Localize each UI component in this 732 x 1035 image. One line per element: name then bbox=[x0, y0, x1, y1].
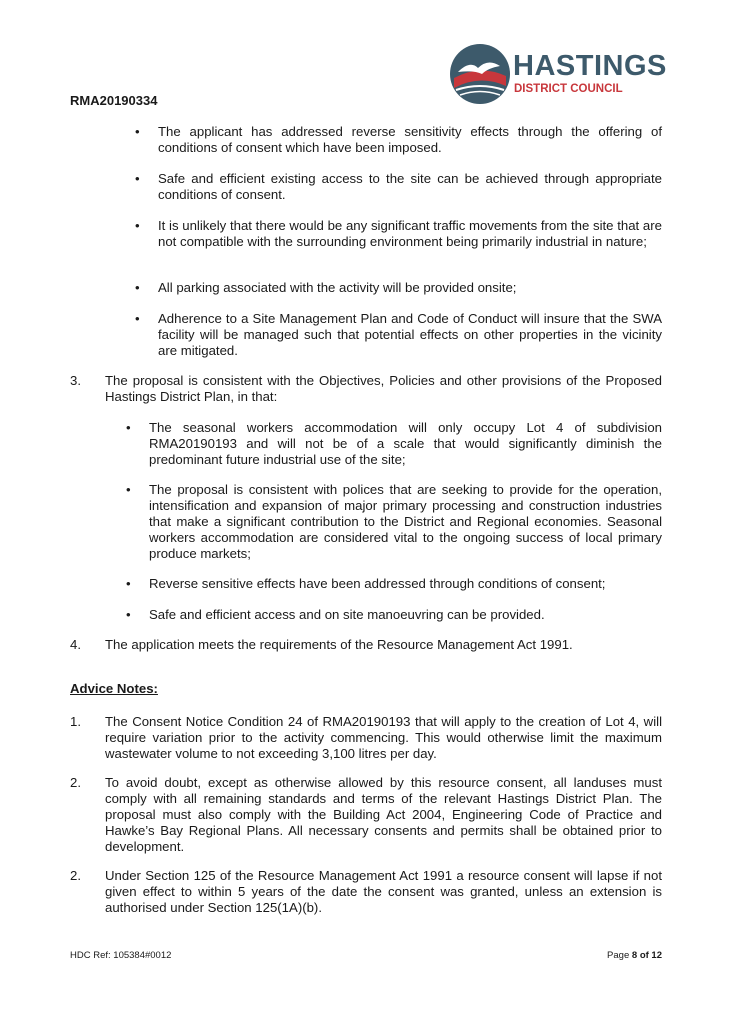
bullet-icon: • bbox=[135, 280, 140, 295]
council-emblem-icon bbox=[448, 42, 512, 106]
advice-item: To avoid doubt, except as otherwise allowed by this resource consent, all landuses must comply with all remaining standards and terms of the relevant Hastings District Plan. The proposal must also comply with the Building Act 2004, Engineering Code of Practice and Hawke’s Bay Regional Plans. All necessary consents and permits shall be obtained prior to development. bbox=[105, 775, 662, 854]
hastings-logo bbox=[448, 42, 667, 108]
bullet-icon: • bbox=[126, 482, 131, 497]
page-label: Page bbox=[607, 950, 630, 961]
bullet-icon: • bbox=[135, 311, 140, 326]
list-item: Safe and efficient access and on site manoeuvring can be provided. bbox=[149, 607, 545, 622]
advice-item: Under Section 125 of the Resource Management Act 1991 a resource consent will lapse if not given effect to within 5 years of the date the consent was granted, unless an extension is authorised under Section 125(1A)(b). bbox=[105, 868, 662, 915]
list-item: Reverse sensitive effects have been addressed through conditions of consent; bbox=[149, 576, 606, 591]
item-number: 1. bbox=[70, 714, 81, 729]
page-current: 8 bbox=[631, 950, 638, 961]
list-item: Safe and efficient existing access to the site can be achieved through appropriate conditions of consent. bbox=[158, 171, 662, 202]
item-number: 2. bbox=[70, 868, 81, 883]
page-total: 12 bbox=[651, 950, 662, 961]
page-of: of bbox=[639, 950, 649, 961]
bullet-icon: • bbox=[126, 607, 131, 622]
logo-subtitle: DISTRICT COUNCIL bbox=[514, 83, 623, 95]
bullet-icon: • bbox=[126, 576, 131, 591]
list-item: It is unlikely that there would be any significant traffic movements from the site that are not compatible with the surrounding environment being primarily industrial in nature; bbox=[158, 218, 662, 249]
list-item: Adherence to a Site Management Plan and Code of Conduct will insure that the SWA facility will be managed such that potential effects on other properties in the vicinity are mitigated. bbox=[158, 311, 662, 358]
list-item: All parking associated with the activity will be provided onsite; bbox=[158, 280, 517, 295]
bullet-icon: • bbox=[135, 171, 140, 186]
advice-notes-heading: Advice Notes: bbox=[70, 681, 158, 696]
item-number: 4. bbox=[70, 637, 81, 652]
list-item: The proposal is consistent with the Objectives, Policies and other provisions of the Proposed Hastings District Plan, in that: bbox=[105, 373, 662, 404]
page-number bbox=[607, 950, 662, 961]
advice-item: The Consent Notice Condition 24 of RMA20190193 that will apply to the creation of Lot 4, will require variation prior to the activity commencing. This would otherwise limit the maximum wastewater volume to not exceeding 3,100 litres per day. bbox=[105, 714, 662, 761]
item-number: 3. bbox=[70, 373, 81, 388]
list-item: The seasonal workers accommodation will only occupy Lot 4 of subdivision RMA20190193 and will not be of a scale that would significantly diminish the predominant future industrial use of the site; bbox=[149, 420, 662, 467]
bullet-icon: • bbox=[126, 420, 131, 435]
list-item: The applicant has addressed reverse sensitivity effects through the offering of conditions of consent which have been imposed. bbox=[158, 124, 662, 155]
footer-reference: HDC Ref: 105384#0012 bbox=[70, 950, 172, 961]
bullet-icon: • bbox=[135, 124, 140, 139]
item-number: 2. bbox=[70, 775, 81, 790]
list-item: The proposal is consistent with polices that are seeking to provide for the operation, intensification and expansion of major primary processing and construction industries that make a significant contribution to the District and Regional economies. Seasonal workers accommodation are considered vital to the ongoing success of local primary produce markets; bbox=[149, 482, 662, 561]
logo-name: HASTINGS bbox=[513, 50, 667, 82]
reference-number: RMA20190334 bbox=[70, 93, 158, 108]
list-item: The application meets the requirements of the Resource Management Act 1991. bbox=[105, 637, 573, 652]
bullet-icon: • bbox=[135, 218, 140, 233]
